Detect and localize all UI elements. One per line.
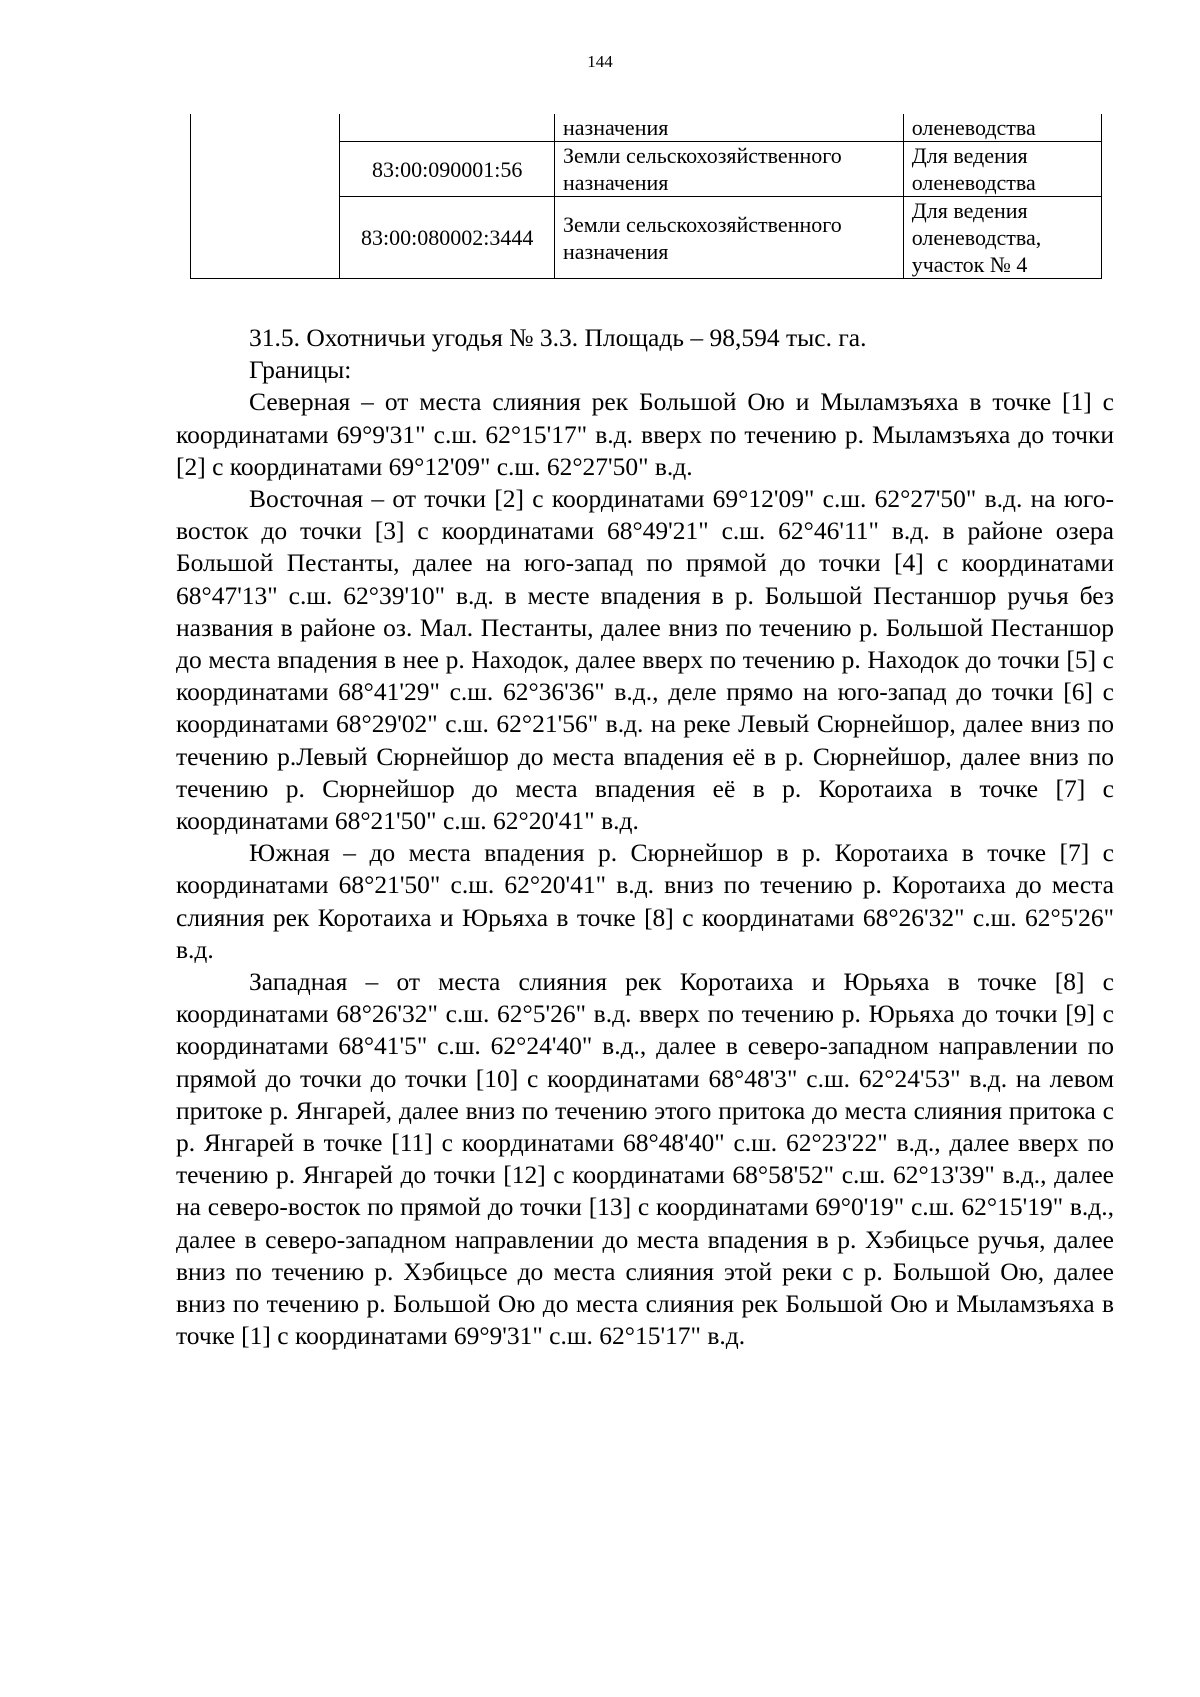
page-number: 144: [587, 52, 613, 71]
document-body: [176, 322, 1114, 1353]
land-plots-table: [190, 114, 1102, 279]
land-category-cell: Земли сельскохозяйственного назначения: [554, 197, 903, 279]
north-border-paragraph: Северная – от места слияния рек Большой Ою и Мыламзъяха в точке [1] с координатами 69°9'31" с.ш. 62°15'17" в.д. вверх по течению р. Мыламзъяха до точки [2] с координатами 69°12'09" с.ш. 62°27'50" в.д.: [176, 387, 1114, 481]
land-purpose-cell: Для ведения оленеводства: [903, 142, 1101, 197]
land-category-cell: Земли сельскохозяйственного назначения: [554, 142, 903, 197]
table-row: [191, 114, 1102, 142]
land-category-cell: назначения: [554, 114, 903, 142]
west-border-paragraph: Западная – от места слияния рек Коротаиха и Юрьяха в точке [8] с координатами 68°26'32" с.ш. 62°5'26" в.д. вверх по течению р. Юрьяха до точки [9] с координатами 68°41'5" с.ш. 62°24'40" в.д., далее в северо-западном направлении по прямой до точки до точки [10] с координатами 68°48'3" с.ш. 62°24'53" в.д. на левом притоке р. Янгарей, далее вниз по течению этого притока до места слияния притока с р. Янгарей в точке [11] с координатами 68°48'40" с.ш. 62°23'22" в.д., далее вверх по течению р. Янгарей до точки [12] с координатами 68°58'52" с.ш. 62°13'39" в.д., далее на северо-восток по прямой до точки [13] с координатами 69°0'19" с.ш. 62°15'19" в.д., далее в северо-западном направлении до места впадения в р. Хэбицьсе ручья, далее вниз по течению р. Хэбицьсе до места слияния этой реки с р. Большой Ою, далее вниз по течению р. Большой Ою до места слияния рек Большой Ою и Мыламзъяха в точке [1] с координатами 69°9'31" с.ш. 62°15'17" в.д.: [176, 967, 1114, 1351]
south-border-paragraph: Южная – до места впадения р. Сюрнейшор в р. Коротаиха в точке [7] с координатами 68°21'50" с.ш. 62°20'41" в.д. вниз по течению р. Коротаиха до места слияния рек Коротаиха и Юрьяха в точке [8] с координатами 68°26'32" с.ш. 62°5'26" в.д.: [176, 838, 1114, 964]
cadastral-number-cell: [340, 114, 555, 142]
land-purpose-cell: Для ведения оленеводства, участок № 4: [903, 197, 1101, 279]
east-border-paragraph: Восточная – от точки [2] с координатами 69°12'09" с.ш. 62°27'50" в.д. на юго-восток до точки [3] с координатами 68°49'21" с.ш. 62°46'11" в.д. в районе озера Большой Пестанты, далее на юго-запад по прямой до точки [4] с координатами 68°47'13" с.ш. 62°39'10" в.д. в месте впадения в р. Большой Пестаншор ручья без названия в районе оз. Мал. Пестанты, далее вниз по течению р. Большой Пестаншор до места впадения в нее р. Находок, далее вверх по течению р. Находок до точки [5] с координатами 68°41'29" с.ш. 62°36'36" в.д., деле прямо на юго-запад до точки [6] с координатами 68°29'02" с.ш. 62°21'56" в.д. на реке Левый Сюрнейшор, далее вниз по течению р.Левый Сюрнейшор до места впадения её в р. Сюрнейшор, далее вниз по течению р. Сюрнейшор до места впадения её в р. Коротаиха в точке [7] с координатами 68°21'50" с.ш. 62°20'41" в.д.: [176, 484, 1114, 836]
cadastral-number-cell: 83:00:080002:3444: [340, 197, 555, 279]
cadastral-number-cell: 83:00:090001:56: [340, 142, 555, 197]
table-cell-empty: [191, 114, 340, 279]
borders-label: Границы:: [249, 355, 352, 385]
land-purpose-cell: оленеводства: [903, 114, 1101, 142]
section-heading: 31.5. Охотничьи угодья № 3.3. Площадь – 98,594 тыс. га.: [249, 323, 867, 352]
